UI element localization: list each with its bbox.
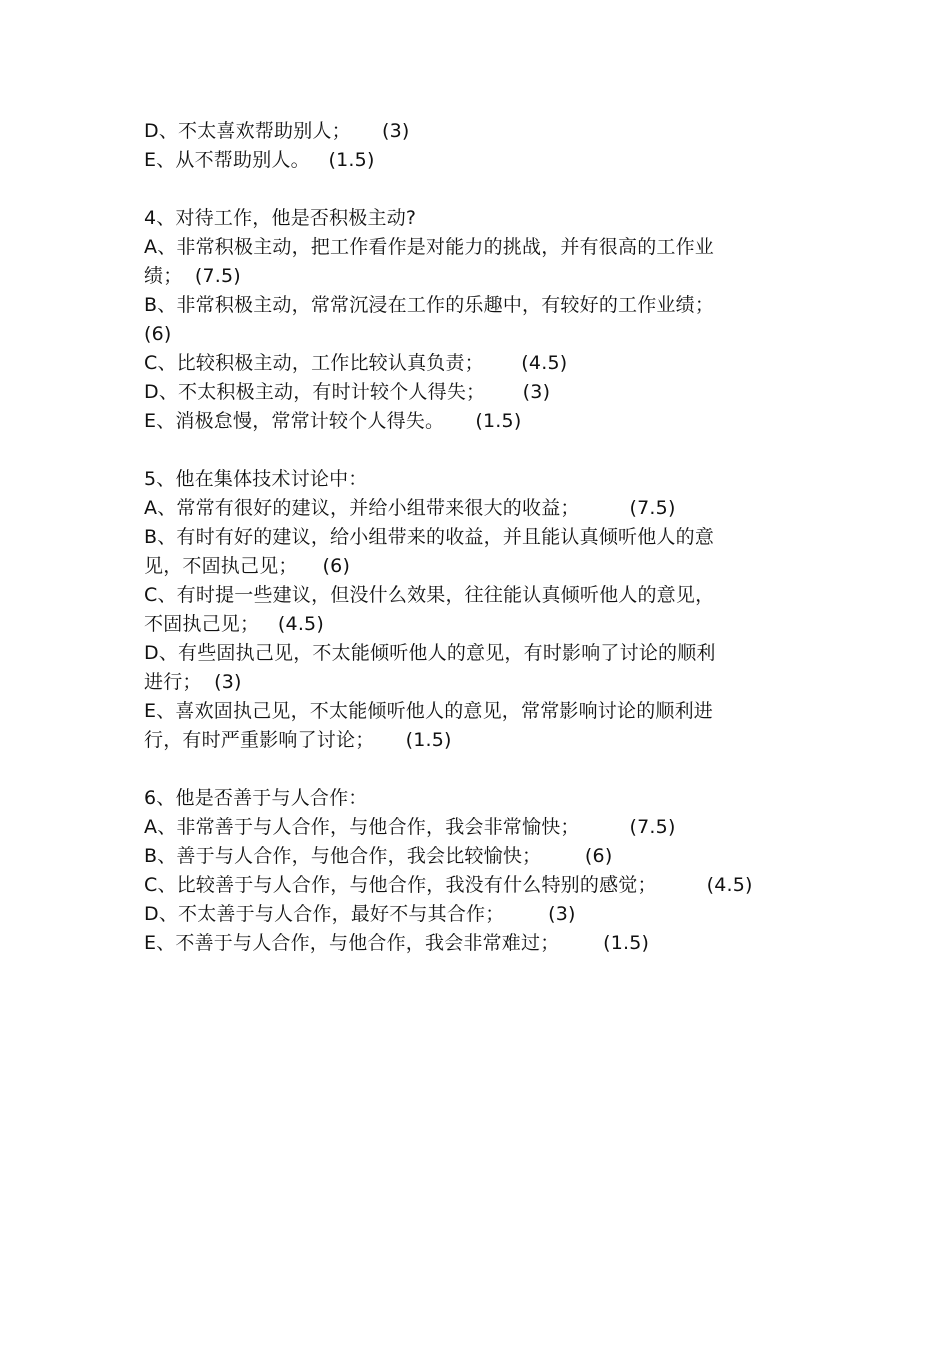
option-c-q4: C、比较积极主动，工作比较认真负责； (4.5): [144, 352, 568, 374]
question-6: 6、他是否善于与人合作：: [144, 787, 368, 809]
survey-text: [144, 117, 824, 958]
option-d-q6: D、不太善于与人合作，最好不与其合作； (3): [144, 903, 576, 925]
option-d-q4: D、不太积极主动，有时计较个人得失； (3): [144, 381, 551, 403]
spacer: [144, 175, 824, 204]
option-c-q6: C、比较善于与人合作，与他合作，我没有什么特别的感觉； (4.5): [144, 874, 753, 896]
option-e-q5-line1: E、喜欢固执己见，不太能倾听他人的意见，常常影响讨论的顺利进: [144, 700, 714, 722]
option-e-q4: E、消极怠慢，常常计较个人得失。 (1.5): [144, 410, 522, 432]
option-e-q6: E、不善于与人合作，与他合作，我会非常难过； (1.5): [144, 932, 650, 954]
spacer: [144, 436, 824, 465]
option-b-q5-line1: B、有时有好的建议，给小组带来的收益，并且能认真倾听他人的意: [144, 526, 715, 548]
option-a-q4-line1: A、非常积极主动，把工作看作是对能力的挑战，并有很高的工作业: [144, 236, 714, 258]
question-5: 5、他在集体技术讨论中：: [144, 468, 368, 490]
option-d-q5-line1: D、有些固执己见，不太能倾听他人的意见，有时影响了讨论的顺利: [144, 642, 716, 664]
option-c-q5-line2: 不固执己见； (4.5): [144, 613, 324, 635]
option-c-q5-line1: C、有时提一些建议，但没什么效果，往往能认真倾听他人的意见，: [144, 584, 715, 606]
question-4: 4、对待工作，他是否积极主动?: [144, 207, 417, 229]
option-e-q3: E、从不帮助别人。 (1.5): [144, 149, 375, 171]
option-e-q5-line2: 行，有时严重影响了讨论； (1.5): [144, 729, 452, 751]
option-b-q4-line2: (6): [144, 323, 172, 345]
spacer: [144, 755, 824, 784]
option-d-q5-line2: 进行； (3): [144, 671, 242, 693]
option-a-q4-line2: 绩； (7.5): [144, 265, 241, 287]
option-b-q4-line1: B、非常积极主动，常常沉浸在工作的乐趣中，有较好的工作业绩；: [144, 294, 715, 316]
option-a-q6: A、非常善于与人合作，与他合作，我会非常愉快； (7.5): [144, 816, 676, 838]
option-b-q5-line2: 见，不固执己见； (6): [144, 555, 351, 577]
option-d-q3: D、不太喜欢帮助别人； (3): [144, 120, 410, 142]
option-a-q5: A、常常有很好的建议，并给小组带来很大的收益； (7.5): [144, 497, 676, 519]
option-b-q6: B、善于与人合作，与他合作，我会比较愉快； (6): [144, 845, 613, 867]
